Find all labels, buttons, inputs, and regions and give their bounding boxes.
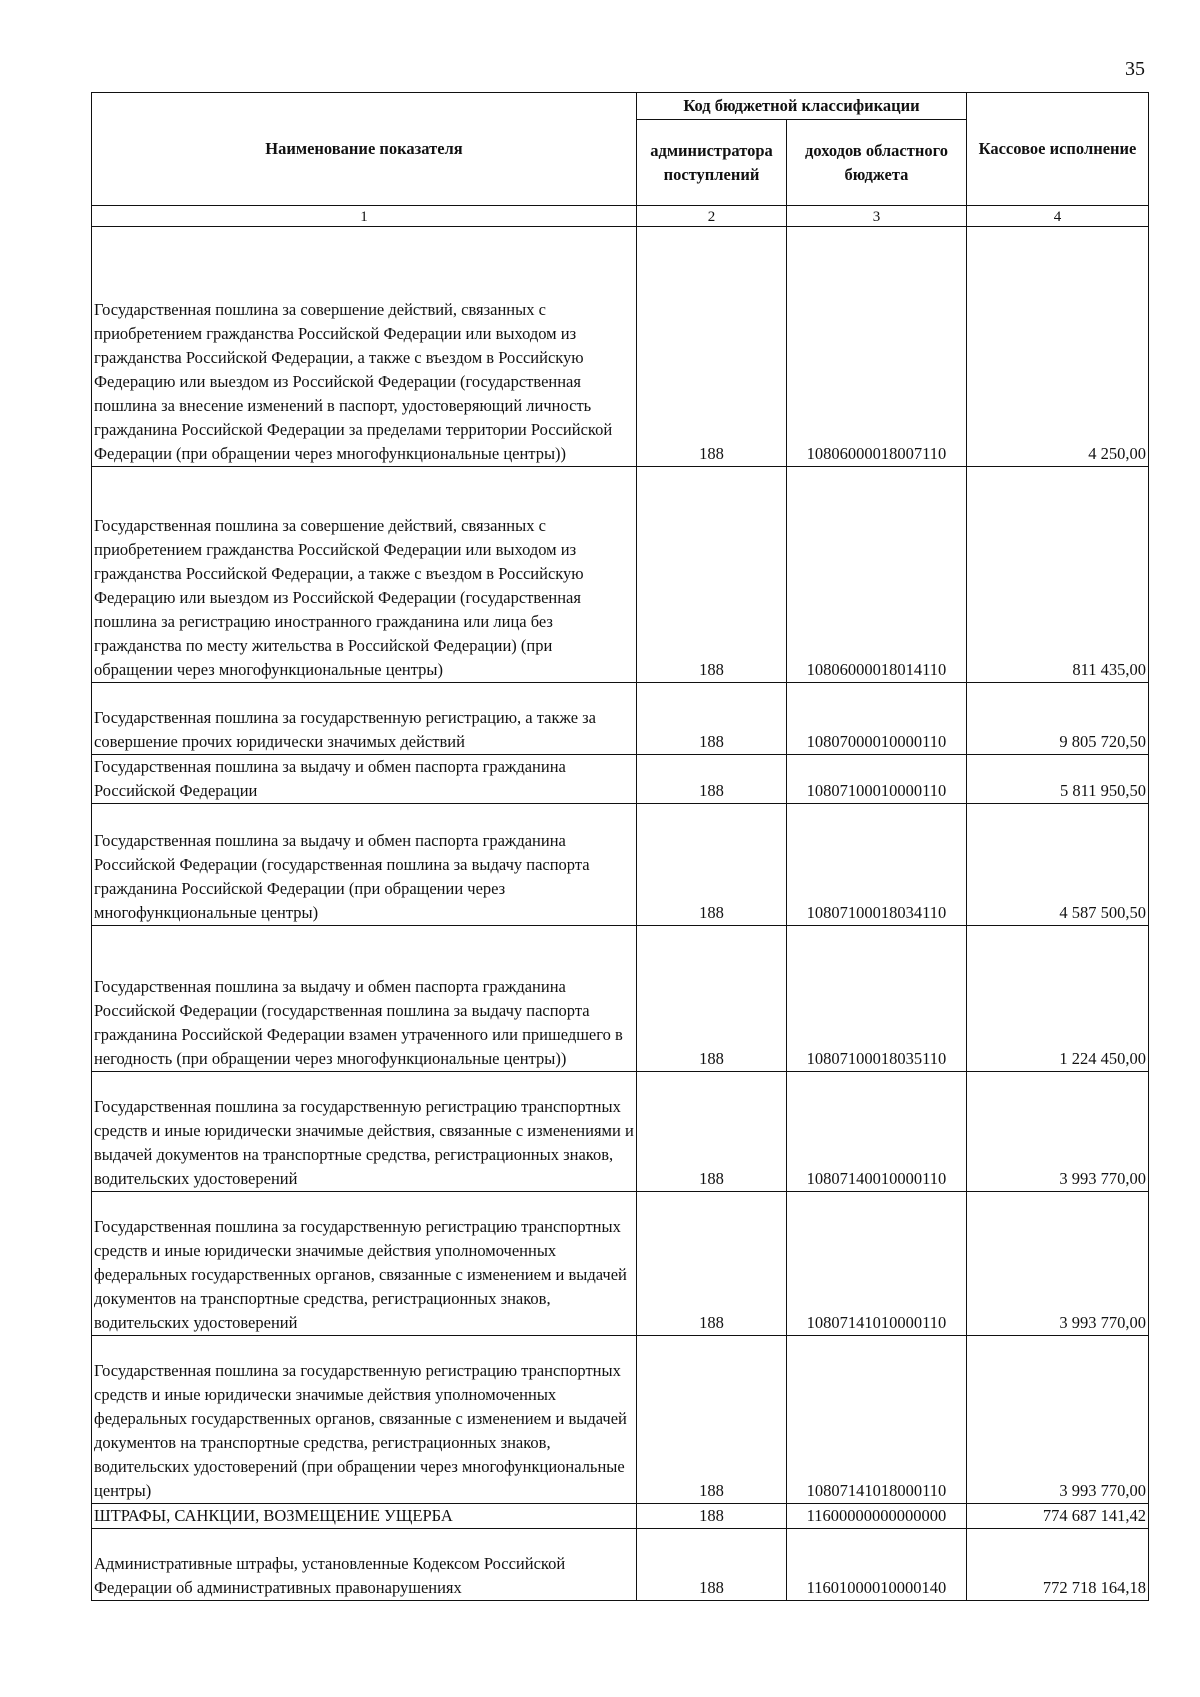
indicator-name: Государственная пошлина за государственную регистрацию транспортных средств и иные юридически значимые действия, связанные с изменениями и выдачей документов на транспортные средства, регистрационных знаков, водительских удостоверений [92,1072,637,1192]
column-number: 4 [967,206,1149,227]
table-row [92,755,1149,804]
indicator-name: ШТРАФЫ, САНКЦИИ, ВОЗМЕЩЕНИЕ УЩЕРБА [92,1504,637,1529]
indicator-name: Государственная пошлина за государственную регистрацию транспортных средств и иные юридически значимые действия уполномоченных федеральных государственных органов, связанные с изменением и выдачей документов на транспортные средства, регистрационных знаков, водительских удостоверений [92,1192,637,1336]
table-row [92,926,1149,1072]
income-code: 10807140010000110 [787,1072,967,1192]
cash-execution-amount: 5 811 950,50 [967,755,1149,804]
admin-code: 188 [637,1336,787,1504]
cash-execution-amount: 772 718 164,18 [967,1529,1149,1601]
indicator-name: Государственная пошлина за выдачу и обмен паспорта гражданина Российской Федерации (государственная пошлина за выдачу паспорта гражданина Российской Федерации взамен утраченного или пришедшего в негодность (при обращении через многофункциональные центры)) [92,926,637,1072]
admin-code: 188 [637,1192,787,1336]
income-code: 10807141018000110 [787,1336,967,1504]
table-row [92,1192,1149,1336]
indicator-name: Государственная пошлина за совершение действий, связанных с приобретением гражданства Российской Федерации или выходом из гражданства Российской Федерации, а также с въездом в Российскую Федерацию или выездом из Российской Федерации (государственная пошлина за регистрацию иностранного гражданина или лица без гражданства по месту жительства в Российской Федерации) (при обращении через многофункциональные центры) [92,467,637,683]
cash-execution-amount: 811 435,00 [967,467,1149,683]
cash-execution-amount: 3 993 770,00 [967,1072,1149,1192]
table-row [92,683,1149,755]
cash-execution-amount: 1 224 450,00 [967,926,1149,1072]
indicator-name: Административные штрафы, установленные Кодексом Российской Федерации об административных правонарушениях [92,1529,637,1601]
budget-report-table [91,92,1149,1601]
income-code: 10807100018034110 [787,804,967,926]
table-row [92,1336,1149,1504]
admin-code: 188 [637,1504,787,1529]
admin-code: 188 [637,1072,787,1192]
admin-code: 188 [637,1529,787,1601]
income-code: 11601000010000140 [787,1529,967,1601]
indicator-name: Государственная пошлина за выдачу и обмен паспорта гражданина Российской Федерации [92,755,637,804]
admin-code: 188 [637,926,787,1072]
cash-execution-amount: 3 993 770,00 [967,1192,1149,1336]
admin-code: 188 [637,227,787,467]
income-code: 10806000018014110 [787,467,967,683]
page-number: 35 [1125,58,1145,80]
income-code: 10807000010000110 [787,683,967,755]
indicator-name: Государственная пошлина за государственную регистрацию, а также за совершение прочих юридически значимых действий [92,683,637,755]
header-execution-column: Кассовое исполнение [967,93,1149,206]
income-code: 10807100010000110 [787,755,967,804]
income-code: 10807141010000110 [787,1192,967,1336]
cash-execution-amount: 4 250,00 [967,227,1149,467]
header-classification-group: Код бюджетной классификации [637,93,967,120]
indicator-name: Государственная пошлина за государственную регистрацию транспортных средств и иные юридически значимые действия уполномоченных федеральных государственных органов, связанные с изменением и выдачей документов на транспортные средства, регистрационных знаков, водительских удостоверений (при обращении через многофункциональные центры) [92,1336,637,1504]
cash-execution-amount: 9 805 720,50 [967,683,1149,755]
admin-code: 188 [637,755,787,804]
table-row [92,227,1149,467]
column-number: 3 [787,206,967,227]
column-number-row [92,206,1149,227]
indicator-name: Государственная пошлина за совершение действий, связанных с приобретением гражданства Российской Федерации или выходом из гражданства Российской Федерации, а также с въездом в Российскую Федерацию или выездом из Российской Федерации (государственная пошлина за внесение изменений в паспорт, удостоверяющий личность гражданина Российской Федерации за пределами территории Российской Федерации (при обращении через многофункциональные центры)) [92,227,637,467]
column-number: 2 [637,206,787,227]
cash-execution-amount: 3 993 770,00 [967,1336,1149,1504]
table-row [92,804,1149,926]
admin-code: 188 [637,683,787,755]
header-name-column: Наименование показателя [92,93,637,206]
cash-execution-amount: 774 687 141,42 [967,1504,1149,1529]
admin-code: 188 [637,467,787,683]
indicator-name: Государственная пошлина за выдачу и обмен паспорта гражданина Российской Федерации (государственная пошлина за выдачу паспорта гражданина Российской Федерации (при обращении через многофункциональные центры) [92,804,637,926]
table-row [92,1504,1149,1529]
table-row [92,467,1149,683]
income-code: 10807100018035110 [787,926,967,1072]
header-admin-column: администратора поступлений [637,120,787,206]
cash-execution-amount: 4 587 500,50 [967,804,1149,926]
header-income-column: доходов областного бюджета [787,120,967,206]
column-number: 1 [92,206,637,227]
table-row [92,1072,1149,1192]
income-code: 11600000000000000 [787,1504,967,1529]
income-code: 10806000018007110 [787,227,967,467]
table-row [92,1529,1149,1601]
admin-code: 188 [637,804,787,926]
